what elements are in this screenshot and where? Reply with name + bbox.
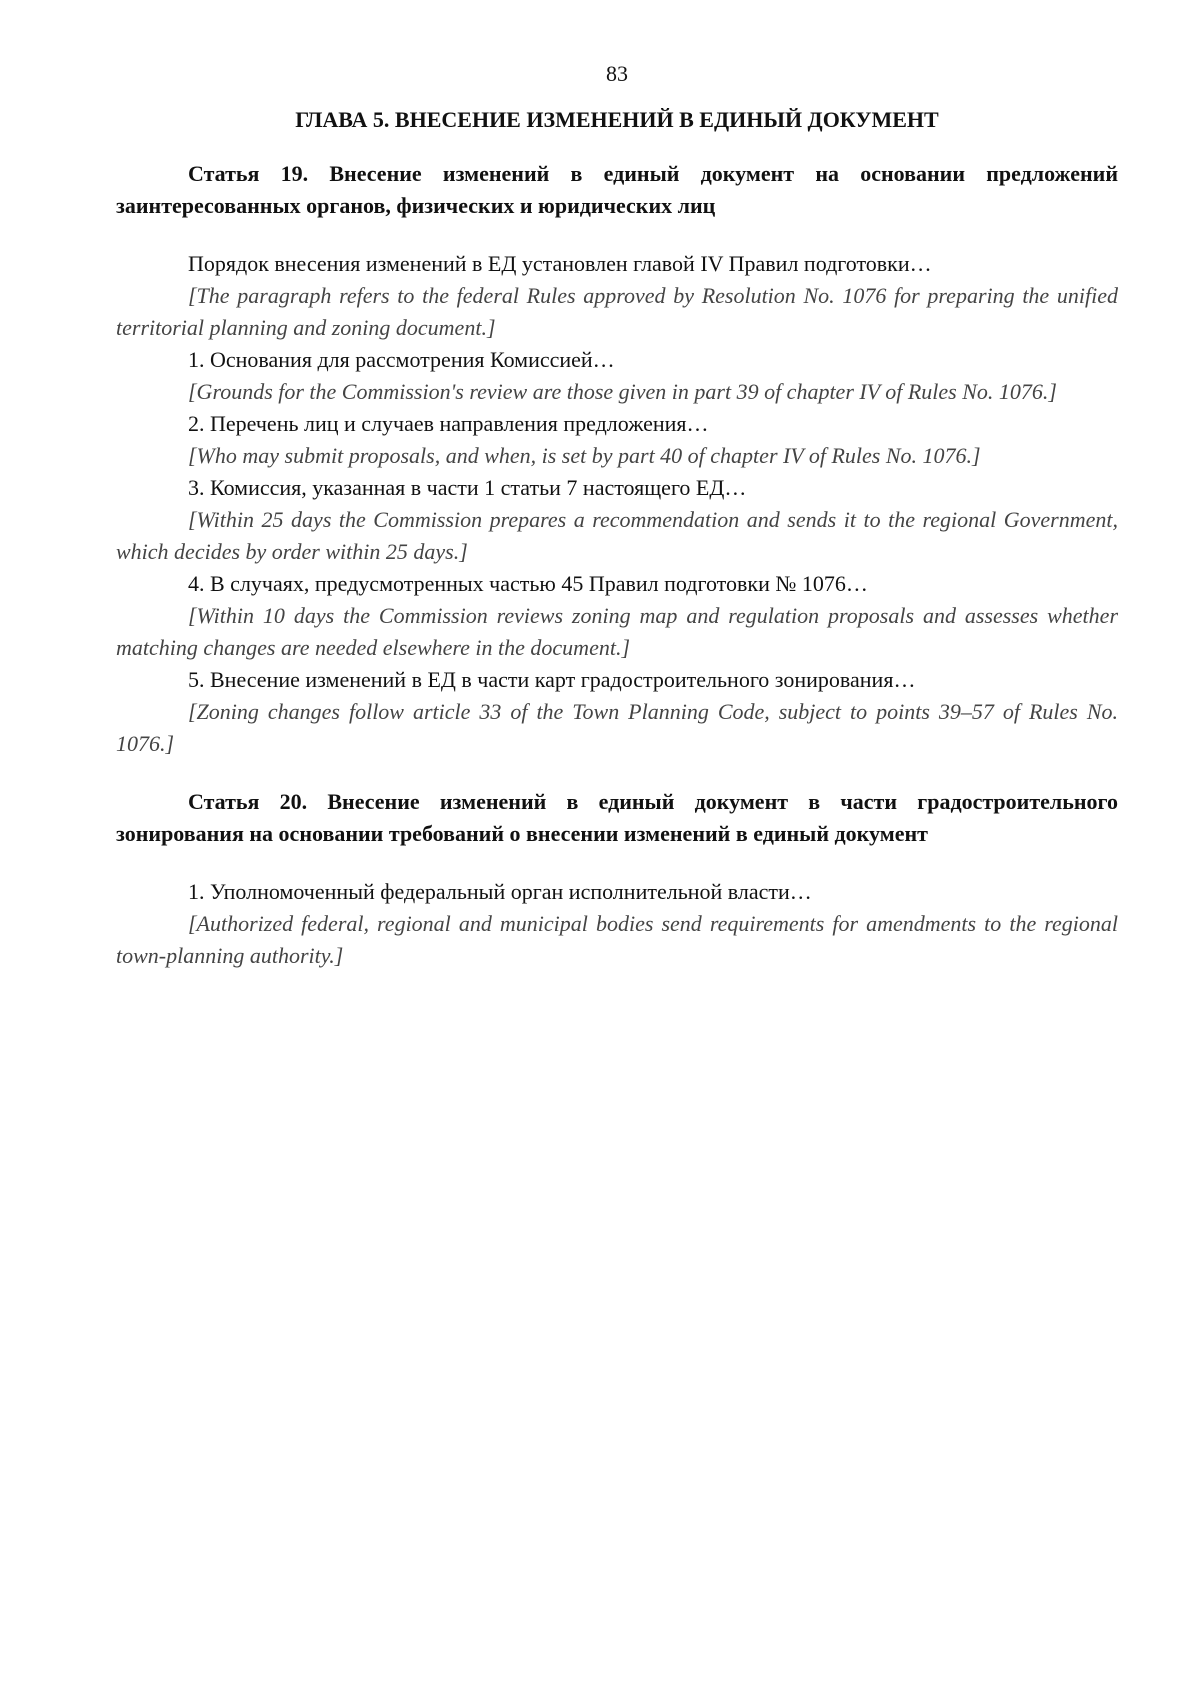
article-19-item-5: 5. Внесение изменений в ЕД в части карт градостроительного зонирования… [188,667,916,692]
article-19-item-4-summary: [Within 10 days the Commission reviews zoning map and regulation proposals and assesses whether matching changes are needed elsewhere in the document.] [116,603,1118,660]
article-19-item-4: 4. В случаях, предусмотренных частью 45 Правил подготовки № 1076… [188,571,868,596]
article-19-title: Статья 19. Внесение изменений в единый документ на основании предложений заинтересованных органов, физических и юридических лиц [116,161,1118,218]
article-19-item-2: 2. Перечень лиц и случаев направления предложения… [188,411,709,436]
article-19-item-1: 1. Основания для рассмотрения Комиссией… [188,347,615,372]
article-19-intro-summary: [The paragraph refers to the federal Rules approved by Resolution No. 1076 for preparing the unified territorial planning and zoning document.] [116,283,1118,340]
chapter-title: ГЛАВА 5. ВНЕСЕНИЕ ИЗМЕНЕНИЙ В ЕДИНЫЙ ДОКУМЕНТ [295,107,939,132]
article-19-item-5-summary: [Zoning changes follow article 33 of the Town Planning Code, subject to points 39–57 of Rules No. 1076.] [116,699,1118,756]
article-20-item-1-summary: [Authorized federal, regional and municipal bodies send requirements for amendments to the regional town-planning authority.] [116,911,1118,968]
article-19-item-1-summary: [Grounds for the Commission's review are those given in part 39 of chapter IV of Rules No. 1076.] [188,379,1057,404]
article-20-title: Статья 20. Внесение изменений в единый документ в части градостроительного зонирования на основании требований о внесении изменений в единый документ [116,789,1118,846]
article-19-item-2-summary: [Who may submit proposals, and when, is set by part 40 of chapter IV of Rules No. 1076.] [188,443,981,468]
article-19-item-3-summary: [Within 25 days the Commission prepares a recommendation and sends it to the regional Government, which decides by order within 25 days.] [116,507,1118,564]
section-gap [116,760,1118,786]
article-19-item-3: 3. Комиссия, указанная в части 1 статьи 7 настоящего ЕД… [188,475,747,500]
article-19-intro: Порядок внесения изменений в ЕД установлен главой IV Правил подготовки… [188,251,932,276]
page-number: 83 [606,61,628,86]
article-20-item-1: 1. Уполномоченный федеральный орган исполнительной власти… [188,879,812,904]
